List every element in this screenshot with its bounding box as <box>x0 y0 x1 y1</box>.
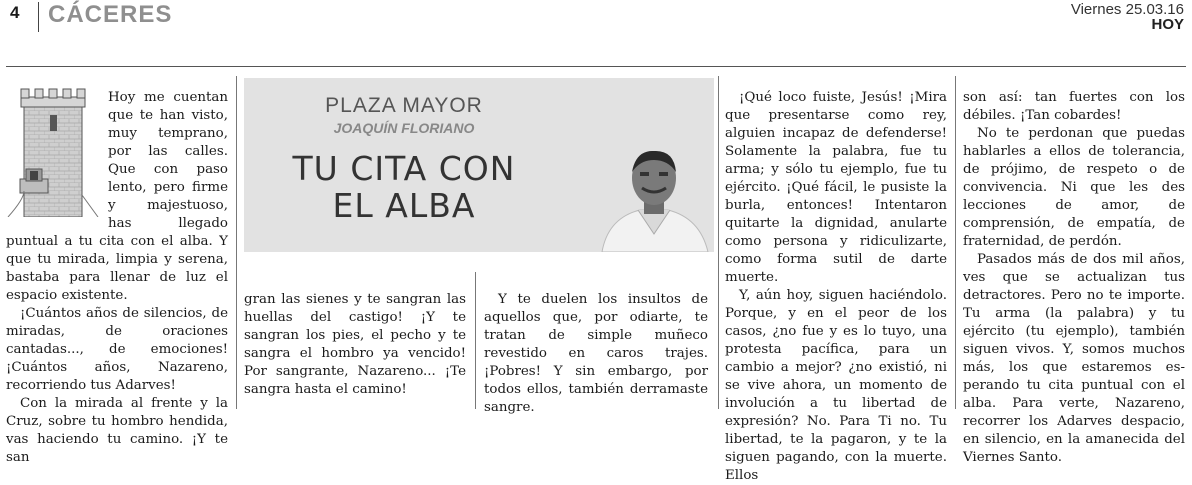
header-divider <box>38 2 39 32</box>
paragraph: gran las sienes y te sangran las huellas del castigo! ¡Y te sangran los pies, el pecho y te sangra el hombro ya vencido! Por sangrante, Nazareno... ¡Te sangra hasta el camino! <box>244 292 466 397</box>
paragraph: Hoy me cuentan que te han visto, muy temprano, por las calles. Que con paso lento, pero firme y majestuoso, has llegado puntual a tu cita con el alba. Y que tu mirada, limpia y serena, bastaba para llenar de luz el espacio existente. <box>6 90 228 303</box>
header-rule <box>6 66 1186 67</box>
tower-illustration-icon <box>4 87 102 217</box>
author-portrait-icon <box>594 148 714 252</box>
paragraph: ¡Qué loco fuiste, Jesús! ¡Mira que presentarse como rey, alguien incapaz de defenderse! Solamente la palabra, fue tu arma; y sólo tu ejemplo, fue tu ejército. ¡Qué fácil, le pusiste la burla, entonces! Intentaron quitarte la dignidad, anularte como persona y ridiculizarte, como forma sutil de darte muerte. <box>725 90 947 285</box>
column-rule <box>475 272 476 409</box>
column-rule <box>718 76 719 409</box>
article-column-4 <box>725 89 947 485</box>
issue-date: Viernes 25.03.16 <box>1070 1 1184 18</box>
article-column-2 <box>244 291 466 399</box>
publication-name: HOY <box>1151 16 1184 33</box>
paragraph: No te perdonan que puedas hablarles a ellos de tolerancia, de prójimo, de respeto o de convivencia. Ni que les des lecciones de amor, de comprensión, de empatía, de fraternidad, de perdón. <box>963 126 1185 249</box>
paragraph: son así: tan fuertes con los débiles. ¡Tan cobardes! <box>963 90 1185 123</box>
paragraph: Y, aún hoy, siguen haciéndolo. Porque, y en el peor de los casos, ¿no fue y es lo tuyo, una protesta pacífica, para un cambio a mejor? ¿no existió, ni se vive ahora, un momento de involución a tu libertad de expresión? No. Para Ti no. Tu libertad, te la pagaron, y te la siguen pagando, con la muerte. Ellos <box>725 288 947 483</box>
headline-line: TU CITA CON <box>292 149 516 188</box>
column-kicker: PLAZA MAYOR <box>325 94 483 117</box>
paragraph: Pasados más de dos mil años, ves que se actualizan tus detractores. Pero no te importe. Tu arma (la palabra) y tu ejército (tu ejemplo), también siguen vivos. Y, somos muchos más, los que estaremos esperando tu cita puntual con el alba. Para verte, Nazareno, recorrer los Adarves despacio, en silencio, en la amanecida del Viernes Santo. <box>963 252 1185 465</box>
author-byline: JOAQUÍN FLORIANO <box>333 120 475 136</box>
paragraph: Y te duelen los insultos de aquellos que, por odiarte, te tratan de simple muñeco revestido en caros trajes. ¡Pobres! Y sin embargo, por todos ellos, también derramaste sangre. <box>484 292 708 415</box>
article-column-1 <box>6 89 228 467</box>
headline-line: EL ALBA <box>332 186 476 225</box>
article-column-3 <box>484 291 708 417</box>
paragraph: ¡Cuántos años de silencios, de miradas, de oraciones cantadas..., de emociones! ¡Cuántos años, Nazareno, recorriendo tus Adarves! <box>6 306 228 393</box>
paragraph: Con la mirada al frente y la Cruz, sobre tu hombro hendida, vas haciendo tu camino. ¡Y te san <box>6 396 228 465</box>
article-column-5 <box>963 89 1185 467</box>
column-rule <box>955 76 956 409</box>
section-title: CÁCERES <box>48 1 173 28</box>
page-number: 4 <box>10 3 20 22</box>
headline <box>244 150 564 224</box>
opinion-banner <box>244 78 714 252</box>
column-rule <box>236 76 237 409</box>
